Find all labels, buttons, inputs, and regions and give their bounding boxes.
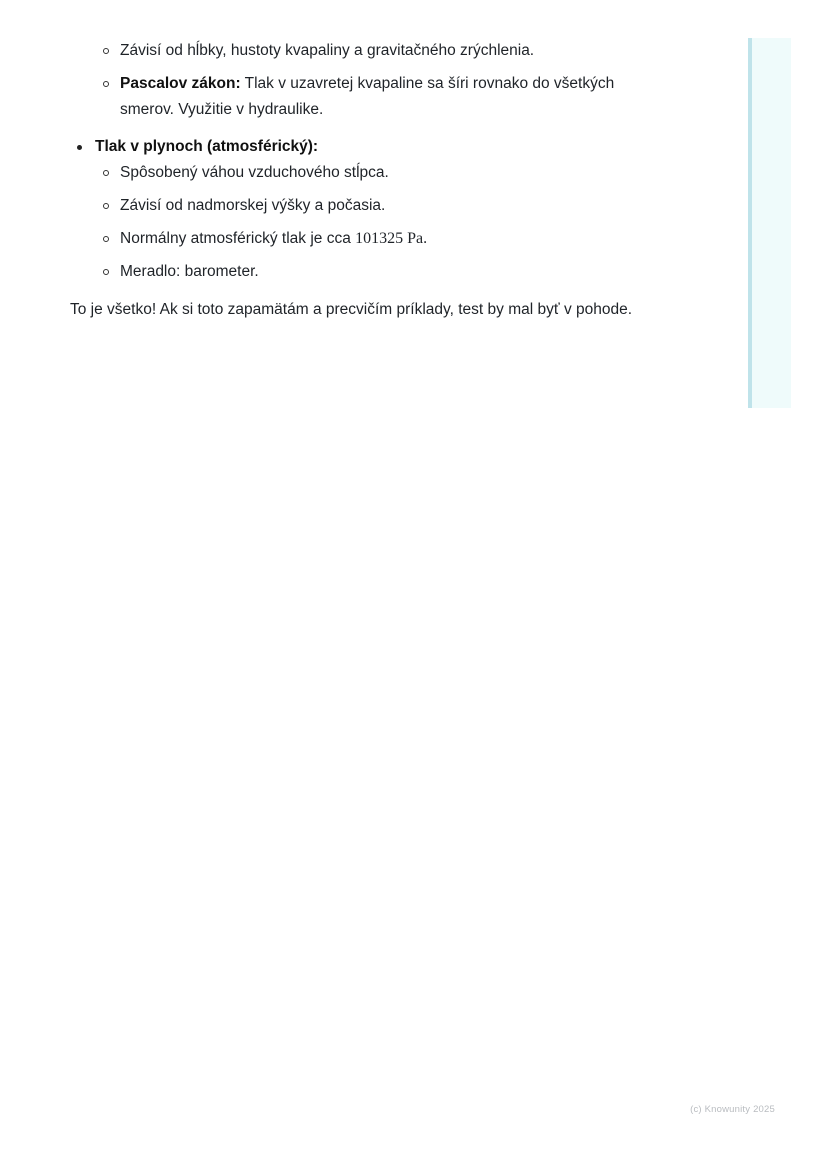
liquid-pressure-sublist [70,38,634,123]
hollow-bullet-icon [103,81,109,87]
side-note-panel [748,38,791,408]
list-item-term: Pascalov zákon: [120,75,241,92]
list-item-text: Meradlo: barometer. [120,263,259,280]
copyright-footer: (c) Knowunity 2025 [690,1104,775,1115]
hollow-bullet-icon [103,236,109,242]
closing-paragraph: To je všetko! Ak si toto zapamätám a precvičím príklady, test by mal byť v pohode. [70,301,633,318]
list-item-text: Závisí od hĺbky, hustoty kvapaliny a gravitačného zrýchlenia. [120,42,535,59]
main-list [70,134,634,285]
list-item-text: Spôsobený váhou vzduchového stĺpca. [120,164,389,181]
hollow-bullet-icon [103,203,109,209]
section-heading: Tlak v plynoch (atmosférický): [95,138,319,155]
document-body [70,38,634,340]
hollow-bullet-icon [103,48,109,54]
pressure-value: 101325 Pa. [355,230,428,247]
list-item-text: Závisí od nadmorskej výšky a počasia. [120,197,386,214]
list-item [120,226,634,252]
list-item [120,71,634,123]
hollow-bullet-icon [103,269,109,275]
gas-pressure-sublist [95,160,634,285]
list-item [120,38,634,64]
list-item-gas-pressure [70,134,634,285]
list-item-text: Normálny atmosférický tlak je cca [120,230,356,247]
list-item [120,160,634,186]
list-item-text: Tlak v uzavretej kvapaline sa šíri rovnako do všetkých smerov. Využitie v hydraulike. [120,75,615,118]
list-item [120,193,634,219]
hollow-bullet-icon [103,170,109,176]
list-item [120,259,634,285]
filled-bullet-icon [77,145,82,150]
